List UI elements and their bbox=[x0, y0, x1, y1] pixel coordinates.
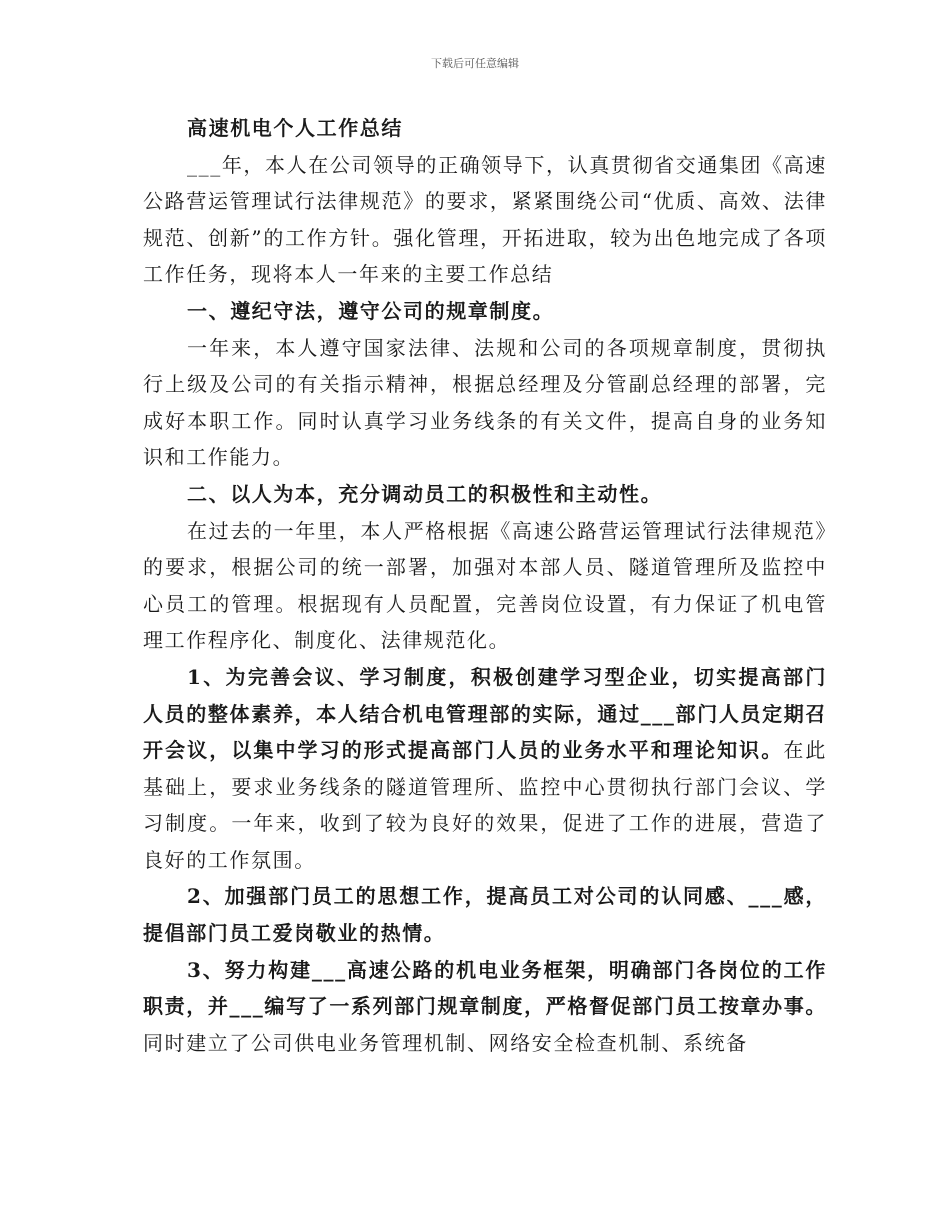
item-2-paragraph bbox=[143, 878, 827, 951]
document-body bbox=[143, 110, 827, 1061]
document-title: 高速机电个人工作总结 bbox=[187, 116, 403, 140]
item-3-bold-text: 3、努力构建___高速公路的机电业务框架，明确部门各岗位的工作职责，并___编写了一系列部门规章制度，严格督促部门员工按章办事。 bbox=[143, 957, 827, 1019]
page-header-note: 下载后可任意编辑 bbox=[431, 57, 519, 70]
item-2-bold-text: 2、加强部门员工的思想工作，提高员工对公司的认同感、___感，提倡部门员工爱岗敬业的热情。 bbox=[143, 884, 827, 946]
item-3-paragraph bbox=[143, 952, 827, 1062]
section-2-paragraph: 在过去的一年里，本人严格根据《高速公路营运管理试行法律规范》的要求，根据公司的统一部署，加强对本部人员、隧道管理所及监控中心员工的管理。根据现有人员配置，完善岗位设置，有力保证了机电管理工作程序化、制度化、法律规范化。 bbox=[143, 518, 827, 653]
section-1-heading: 一、遵纪守法，遵守公司的规章制度。 bbox=[187, 298, 555, 323]
section-1-paragraph: 一年来，本人遵守国家法律、法规和公司的各项规章制度，贯彻执行上级及公司的有关指示精神，根据总经理及分管副总经理的部署，完成好本职工作。同时认真学习业务线条的有关文件，提高自身的业务知识和工作能力。 bbox=[143, 335, 827, 470]
item-1-bold-text: 1、为完善会议、学习制度，积极创建学习型企业，切实提高部门人员的整体素养，本人结合机电管理部的实际，通过___部门人员定期召开会议，以集中学习的形式提高部门人员的业务水平和理论知识。 bbox=[143, 664, 827, 763]
section-2-heading: 二、以人为本，充分调动员工的积极性和主动性。 bbox=[187, 481, 663, 506]
item-1-text: 在此基础上，要求业务线条的隧道管理所、监控中心贯彻执行部门会议、学习制度。一年来，收到了较为良好的效果，促进了工作的进展，营造了良好的工作氛围。 bbox=[143, 738, 827, 872]
item-3-text: 同时建立了公司供电业务管理机制、网络安全检查机制、系统备 bbox=[143, 1030, 748, 1055]
item-1-paragraph bbox=[143, 659, 827, 879]
intro-paragraph: ___年，本人在公司领导的正确领导下，认真贯彻省交通集团《高速公路营运管理试行法律规范》的要求，紧紧围绕公司“优质、高效、法律规范、创新”的工作方针。强化管理，开拓进取，较为出色地完成了各项工作任务，现将本人一年来的主要工作总结 bbox=[143, 152, 827, 287]
